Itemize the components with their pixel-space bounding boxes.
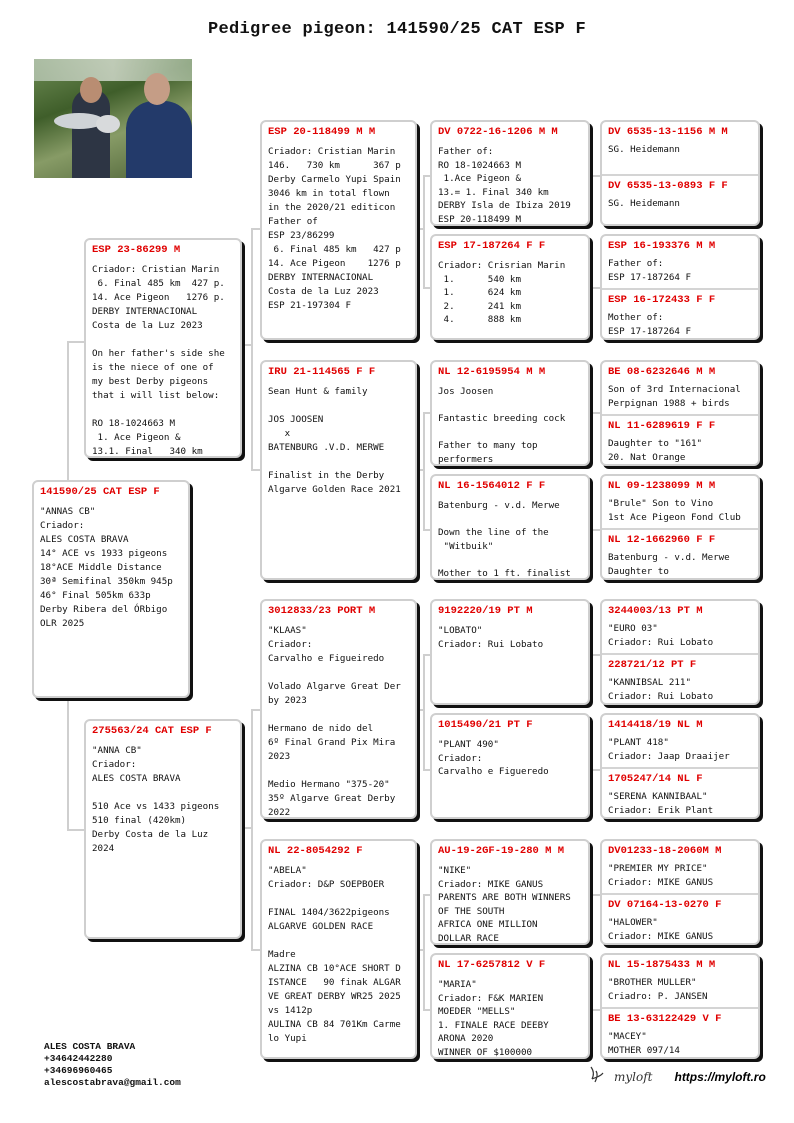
- gg-grandparent-pair: [600, 120, 760, 226]
- gg-grandparent-entry[interactable]: [602, 288, 758, 340]
- mother-details: "ANNA CB" Criador: ALES COSTA BRAVA 510 Ace vs 1433 pigeons 510 final (420km) Derby Costa de la Luz 2024: [92, 745, 220, 854]
- gg-grandparent-entry[interactable]: [602, 767, 758, 819]
- subject-card[interactable]: [32, 480, 190, 698]
- gg-grandparent-entry[interactable]: [602, 236, 758, 288]
- gg-grandparent-ring: DV 6535-13-0893 F F: [608, 180, 728, 192]
- gg-grandparent-details: "PREMIER MY PRICE" Criador: MIKE GANUS: [608, 863, 714, 888]
- gg-grandparent-ring: 1705247/14 NL F: [608, 773, 703, 785]
- bird-logo-icon: [588, 1065, 606, 1089]
- gg-grandparent-details: "BROTHER MULLER" Criadro: P. JANSEN: [608, 977, 708, 1002]
- great-grandparent-ring: NL 16-1564012 F F: [438, 480, 546, 492]
- great-grandparent-card[interactable]: [430, 839, 590, 945]
- gg-grandparent-details: "EURO 03" Criador: Rui Lobato: [608, 623, 714, 648]
- great-grandparent-card[interactable]: [430, 953, 590, 1059]
- gg-grandparent-details: "MACEY" MOTHER 097/14: [608, 1031, 680, 1056]
- gg-grandparent-pair: [600, 234, 760, 340]
- gg-grandparent-details: "KANNIBSAL 211" Criador: Rui Lobato: [608, 677, 714, 702]
- mother-card[interactable]: [84, 719, 242, 939]
- subject-details: "ANNAS CB" Criador: ALES COSTA BRAVA 14° ACE vs 1933 pigeons 18°ACE Middle Distance 30ª Semifinal 350km 945p 46° Final 505km 633p Derby Ribera del ÓRbigo OLR 2025: [40, 506, 173, 629]
- father-card[interactable]: [84, 238, 242, 458]
- great-grandparent-details: Father of: RO 18-1024663 M 1.Ace Pigeon & 13.= 1. Final 340 km DERBY Isla de Ibiza 2019 ESP 20-118499 M: [438, 146, 571, 225]
- gg-grandparent-details: "SERENA KANNIBAAL" Criador: Erik Plant: [608, 791, 714, 816]
- gg-grandparent-ring: NL 09-1238099 M M: [608, 480, 716, 492]
- gg-grandparent-pair: [600, 599, 760, 705]
- gg-grandparent-details: "HALOWER" Criador: MIKE GANUS: [608, 917, 714, 942]
- gg-grandparent-ring: 228721/12 PT F: [608, 659, 697, 671]
- gg-grandparent-details: Batenburg - v.d. Merwe Daughter to: [608, 552, 730, 577]
- great-grandparent-details: "LOBATO" Criador: Rui Lobato: [438, 625, 544, 650]
- photo-head-right: [144, 73, 170, 105]
- brand-url-link[interactable]: https://myloft.ro: [674, 1070, 766, 1084]
- gg-grandparent-entry[interactable]: [602, 955, 758, 1007]
- gg-grandparent-ring: NL 15-1875433 M M: [608, 959, 716, 971]
- great-grandparent-ring: NL 12-6195954 M M: [438, 366, 546, 378]
- gg-grandparent-ring: 1414418/19 NL M: [608, 719, 703, 731]
- great-grandparent-details: Criador: Crisrian Marin 1. 540 km 1. 624 km 2. 241 km 4. 888 km: [438, 260, 566, 325]
- mother-ring: 275563/24 CAT ESP F: [92, 725, 212, 737]
- grandparent-details: Criador: Cristian Marin 146. 730 km 367 p Derby Carmelo Yupi Spain 3046 km in total flown in the 2020/21 editicon Father of ESP 23/86299 6. Final 485 km 427 p 14. Ace Pigeon 1276 p DERBY INTERNACIONAL Costa de la Luz 2023 ESP 21-197304 F: [268, 146, 401, 311]
- gg-grandparent-pair: [600, 839, 760, 945]
- photo-person-right: [126, 101, 192, 178]
- gg-grandparent-entry[interactable]: [602, 601, 758, 653]
- gg-grandparent-ring: NL 11-6289619 F F: [608, 420, 716, 432]
- gg-grandparent-pair: [600, 360, 760, 466]
- great-grandparent-card[interactable]: [430, 234, 590, 340]
- gg-grandparent-ring: ESP 16-193376 M M: [608, 240, 716, 252]
- myloft-branding: [588, 1065, 766, 1089]
- breeder-photo: [34, 59, 192, 178]
- gg-grandparent-details: "Brule" Son to Vino 1st Ace Pigeon Fond Club: [608, 498, 741, 523]
- great-grandparent-ring: 9192220/19 PT M: [438, 605, 533, 617]
- gg-grandparent-entry[interactable]: [602, 715, 758, 767]
- photo-sky: [34, 59, 192, 81]
- gg-grandparent-details: "PLANT 418" Criador: Jaap Draaijer: [608, 737, 730, 762]
- breeder-contact: [44, 1041, 181, 1089]
- gg-grandparent-entry[interactable]: [602, 362, 758, 414]
- breeder-phone: +34696960465: [44, 1065, 113, 1076]
- great-grandparent-ring: ESP 17-187264 F F: [438, 240, 546, 252]
- great-grandparent-details: "NIKE" Criador: MIKE GANUS PARENTS ARE BOTH WINNERS OF THE SOUTH AFRICA ONE MILLION DOLLAR RACE: [438, 865, 571, 944]
- great-grandparent-details: "PLANT 490" Criador: Carvalho e Figueredo: [438, 739, 549, 777]
- grandparent-ring: 3012833/23 PORT M: [268, 605, 376, 617]
- gg-grandparent-entry[interactable]: [602, 414, 758, 466]
- gg-grandparent-ring: 3244003/13 PT M: [608, 605, 703, 617]
- grandparent-card[interactable]: [260, 120, 417, 340]
- great-grandparent-card[interactable]: [430, 120, 590, 226]
- grandparent-card[interactable]: [260, 360, 417, 580]
- gg-grandparent-ring: BE 13-63122429 V F: [608, 1013, 722, 1025]
- grandparent-details: Sean Hunt & family JOS JOOSEN x BATENBURG .V.D. MERWE Finalist in the Derby Algarve Golden Race 2021: [268, 386, 401, 495]
- gg-grandparent-entry[interactable]: [602, 528, 758, 580]
- subject-ring: 141590/25 CAT ESP F: [40, 486, 160, 498]
- gg-grandparent-pair: [600, 713, 760, 819]
- great-grandparent-ring: 1015490/21 PT F: [438, 719, 533, 731]
- great-grandparent-card[interactable]: [430, 360, 590, 466]
- gg-grandparent-ring: BE 08-6232646 M M: [608, 366, 716, 378]
- father-details: Criador: Cristian Marin 6. Final 485 km 427 p. 14. Ace Pigeon 1276 p. DERBY INTERNACIONAL Costa de la Luz 2023 On her father's side she is the niece of one of my best Derby pigeons that i will list below: RO 18-1024663 M 1. Ace Pigeon & 13.1. Final 340 km: [92, 264, 225, 457]
- grandparent-card[interactable]: [260, 839, 417, 1059]
- breeder-email: alescostabrava@gmail.com: [44, 1077, 181, 1088]
- gg-grandparent-ring: DV 6535-13-1156 M M: [608, 126, 728, 138]
- grandparent-ring: IRU 21-114565 F F: [268, 366, 376, 378]
- great-grandparent-details: Batenburg - v.d. Merwe Down the line of the "Witbuik" Mother to 1 ft. finalist: [438, 500, 571, 579]
- gg-grandparent-details: Father of: ESP 17-187264 F: [608, 258, 691, 283]
- gg-grandparent-ring: DV 07164-13-0270 F: [608, 899, 722, 911]
- great-grandparent-card[interactable]: [430, 599, 590, 705]
- gg-grandparent-pair: [600, 474, 760, 580]
- gg-grandparent-ring: DV01233-18-2060M M: [608, 845, 722, 857]
- gg-grandparent-entry[interactable]: [602, 1007, 758, 1059]
- great-grandparent-card[interactable]: [430, 713, 590, 819]
- great-grandparent-ring: NL 17-6257812 V F: [438, 959, 546, 971]
- gg-grandparent-entry[interactable]: [602, 841, 758, 893]
- gg-grandparent-ring: ESP 16-172433 F F: [608, 294, 716, 306]
- grandparent-card[interactable]: [260, 599, 417, 819]
- page-title: Pedigree pigeon: 141590/25 CAT ESP F: [207, 20, 587, 39]
- gg-grandparent-entry[interactable]: [602, 174, 758, 226]
- great-grandparent-ring: DV 0722-16-1206 M M: [438, 126, 558, 138]
- gg-grandparent-details: SG. Heidemann: [608, 198, 680, 209]
- gg-grandparent-entry[interactable]: [602, 893, 758, 945]
- grandparent-ring: NL 22-8054292 F: [268, 845, 363, 857]
- breeder-phone: +34642442280: [44, 1053, 113, 1064]
- gg-grandparent-details: SG. Heidemann: [608, 144, 680, 155]
- gg-grandparent-entry[interactable]: [602, 122, 758, 174]
- great-grandparent-ring: AU-19-2GF-19-280 M M: [438, 845, 565, 857]
- gg-grandparent-details: Son of 3rd Internacional Perpignan 1988 + birds: [608, 384, 741, 409]
- gg-grandparent-details: Daughter to "161" 20. Nat Orange: [608, 438, 703, 463]
- great-grandparent-details: "MARIA" Criador: F&K MARIEN MOEDER "MELLS" 1. FINALE RACE DEEBY ARONA 2020 WINNER OF $100000: [438, 979, 549, 1058]
- gg-grandparent-pair: [600, 953, 760, 1059]
- gg-grandparent-entry[interactable]: [602, 653, 758, 705]
- photo-head-left: [80, 77, 102, 103]
- brand-logo-text: myloft: [614, 1070, 653, 1084]
- grandparent-ring: ESP 20-118499 M M: [268, 126, 376, 138]
- breeder-name: ALES COSTA BRAVA: [44, 1041, 136, 1052]
- photo-pigeon-right: [96, 115, 120, 133]
- gg-grandparent-details: Mother of: ESP 17-187264 F: [608, 312, 691, 337]
- grandparent-details: "KLAAS" Criador: Carvalho e Figueiredo Volado Algarve Great Der by 2023 Hermano de nido del 6º Final Grand Pix Mira 2023 Medio Hermano "375-20" 35º Algarve Great Derby 2022: [268, 625, 401, 818]
- father-ring: ESP 23-86299 M: [92, 244, 181, 256]
- grandparent-details: "ABELA" Criador: D&P SOEPBOER FINAL 1404/3622pigeons ALGARVE GOLDEN RACE Madre ALZINA CB 10°ACE SHORT D ISTANCE 90 finak ALGAR VE GREAT DERBY WR25 2025 vs 1412p AULINA CB 84 701Km Carme lo Yupi: [268, 865, 401, 1044]
- great-grandparent-card[interactable]: [430, 474, 590, 580]
- great-grandparent-details: Jos Joosen Fantastic breeding cock Father to many top performers: [438, 386, 566, 465]
- gg-grandparent-entry[interactable]: [602, 476, 758, 528]
- gg-grandparent-ring: NL 12-1662960 F F: [608, 534, 716, 546]
